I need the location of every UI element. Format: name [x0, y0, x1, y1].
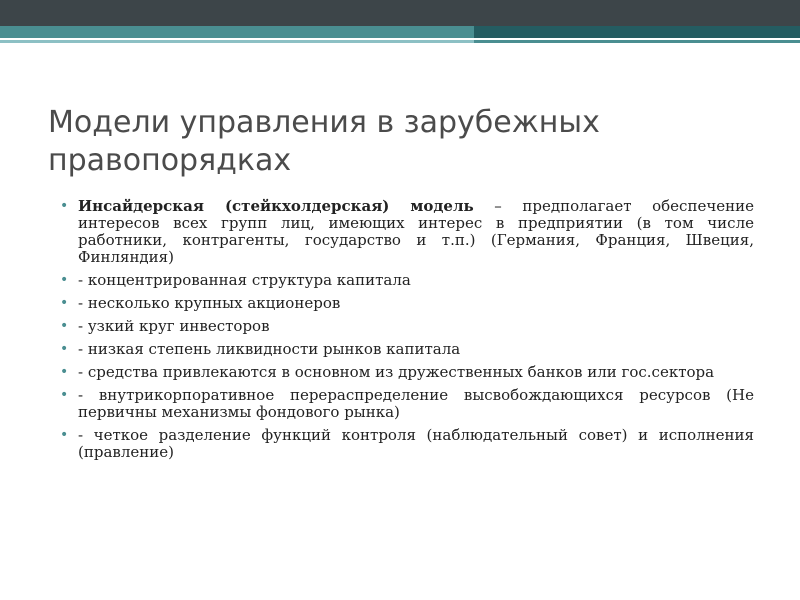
bullet-icon: • — [60, 198, 69, 214]
bullet-icon: • — [60, 272, 69, 288]
bullet-item-capital-structure — [60, 272, 754, 289]
bullet-icon: • — [60, 295, 69, 311]
bullet-item-funding — [60, 364, 754, 381]
bullet-text: - четкое разделение функций контроля (наблюдательный совет) и исполнения (правление) — [78, 426, 754, 461]
bullet-icon: • — [60, 427, 69, 443]
bullet-text: - средства привлекаются в основном из дружественных банков или гос.сектора — [78, 363, 715, 381]
bullet-item-control-separation — [60, 427, 754, 461]
bullet-text: - внутрикорпоративное перераспределение высвобождающихся ресурсов (Не первичны механизмы фондового рынка) — [78, 386, 754, 421]
bullet-text: – предполагает обеспечение интересов всех групп лиц, имеющих интерес в предприятии (в том числе работники, контрагенты, государство и т.п.) (Германия, Франция, Швеция, Финляндия) — [78, 197, 754, 266]
bullet-icon: • — [60, 318, 69, 334]
bullet-bold-text: Инсайдерская (стейкхолдерская) модель — [78, 197, 474, 215]
bullet-text: - узкий круг инвесторов — [78, 317, 270, 335]
bullet-item-investors — [60, 318, 754, 335]
bullet-text: - несколько крупных акционеров — [78, 294, 341, 312]
header-bar — [0, 0, 800, 26]
bullet-text: - низкая степень ликвидности рынков капитала — [78, 340, 461, 358]
bullet-text: - концентрированная структура капитала — [78, 271, 411, 289]
bullet-item-insider-model — [60, 198, 754, 266]
bullet-list — [60, 198, 754, 467]
bullet-icon: • — [60, 364, 69, 380]
bullet-item-liquidity — [60, 341, 754, 358]
bullet-item-shareholders — [60, 295, 754, 312]
accent-line-dark — [474, 40, 800, 43]
bullet-item-redistribution — [60, 387, 754, 421]
bullet-icon: • — [60, 387, 69, 403]
bullet-icon: • — [60, 341, 69, 357]
accent-stripe-dark — [474, 26, 800, 38]
slide-title: Модели управления в зарубежных правопорядках — [48, 105, 600, 178]
